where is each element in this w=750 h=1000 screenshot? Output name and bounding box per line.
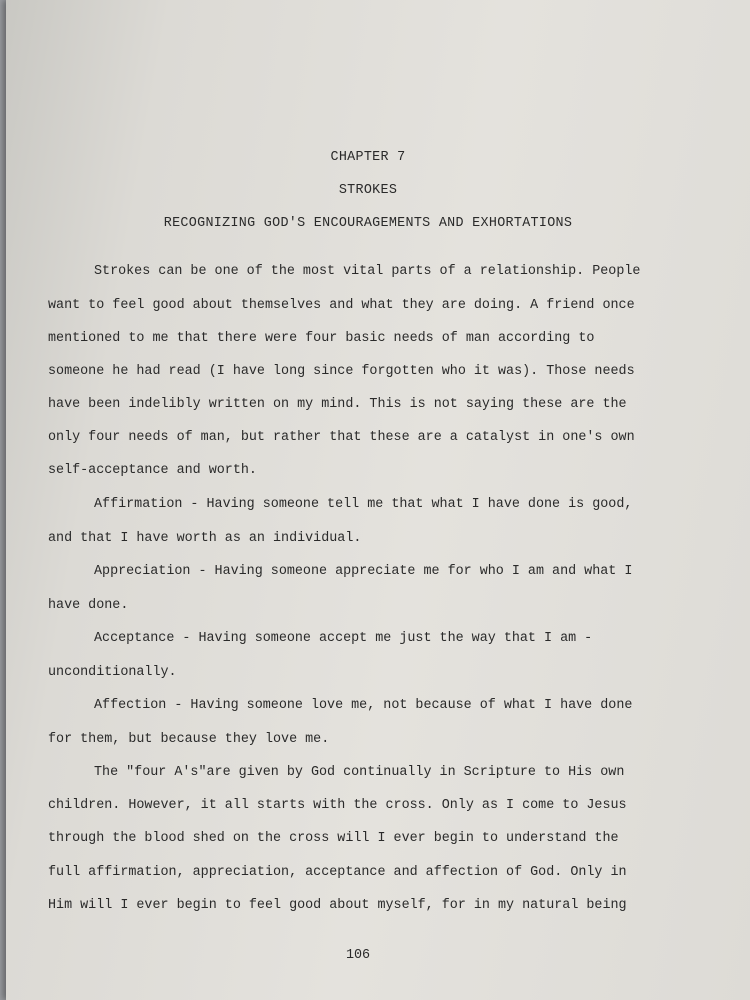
text-line: only four needs of man, but rather that these are a catalyst in one's own <box>48 430 635 445</box>
chapter-subtitle: RECOGNIZING GOD'S ENCOURAGEMENTS AND EXHORTATIONS <box>163 216 573 231</box>
document-page <box>6 0 750 1000</box>
text-line: Affection - Having someone love me, not because of what I have done <box>94 698 633 713</box>
page-number: 106 <box>345 948 371 963</box>
text-line: and that I have worth as an individual. <box>48 531 362 546</box>
text-line: Acceptance - Having someone accept me just the way that I am - <box>94 631 593 646</box>
text-line: through the blood shed on the cross will I ever begin to understand the <box>48 831 619 846</box>
text-line: children. However, it all starts with the cross. Only as I come to Jesus <box>48 798 627 813</box>
text-line: self-acceptance and worth. <box>48 463 257 478</box>
text-line: mentioned to me that there were four basic needs of man according to <box>48 331 595 346</box>
text-line: Strokes can be one of the most vital parts of a relationship. People <box>94 264 641 279</box>
chapter-number: CHAPTER 7 <box>330 150 406 165</box>
text-line: Appreciation - Having someone appreciate me for who I am and what I <box>94 564 633 579</box>
text-line: want to feel good about themselves and what they are doing. A friend once <box>48 298 635 313</box>
text-line: someone he had read (I have long since forgotten who it was). Those needs <box>48 364 635 379</box>
text-line: have done. <box>48 598 129 613</box>
text-line: for them, but because they love me. <box>48 732 330 747</box>
text-line: Him will I ever begin to feel good about myself, for in my natural being <box>48 898 627 913</box>
show-through-text <box>96 86 109 101</box>
chapter-title: STROKES <box>338 183 398 198</box>
text-line: The "four A's"are given by God continually in Scripture to His own <box>94 765 625 780</box>
text-line: Affirmation - Having someone tell me that what I have done is good, <box>94 497 633 512</box>
text-line: full affirmation, appreciation, acceptance and affection of God. Only in <box>48 865 627 880</box>
text-line: unconditionally. <box>48 665 177 680</box>
text-line: have been indelibly written on my mind. This is not saying these are the <box>48 397 627 412</box>
